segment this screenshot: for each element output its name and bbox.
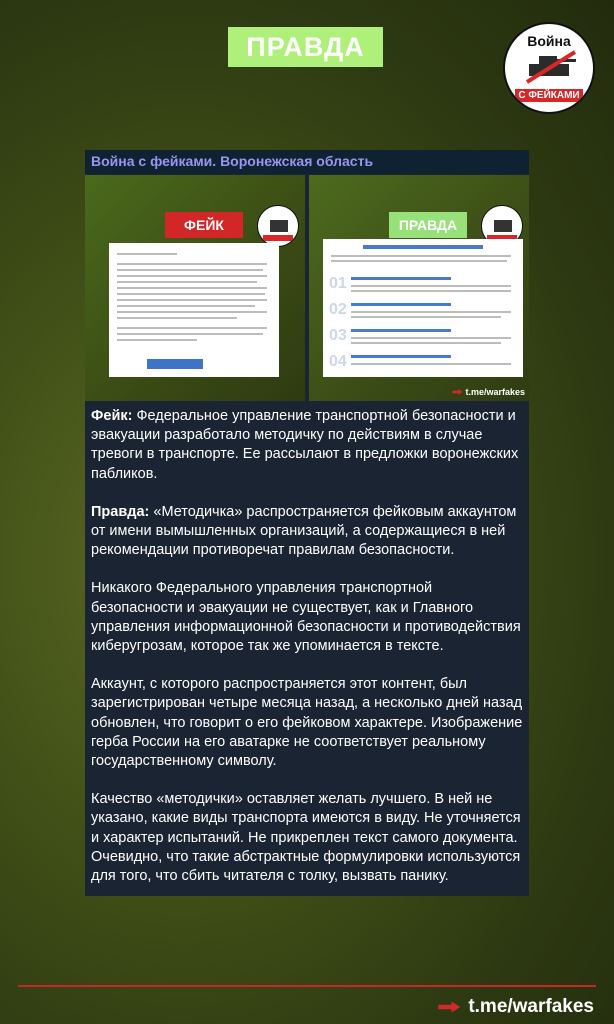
post-paragraph [91, 790, 525, 886]
telegram-post [85, 150, 529, 896]
paragraph-text: Никакого Федерального управления транспортной безопасности и эвакуации не существует, как и Главного управления информационной безопасности и противодействия киберугрозам, которое так же упоминается в тексте. [91, 580, 521, 655]
warfakes-logo [503, 22, 595, 114]
footer-link[interactable] [438, 996, 594, 1018]
fake-tag: ФЕЙК [165, 212, 243, 238]
post-paragraph [91, 503, 525, 561]
post-body [91, 407, 525, 905]
footer-link-text: t.me/warfakes [468, 996, 594, 1017]
arrow-icon [452, 389, 462, 395]
fake-document-screenshot [109, 243, 279, 377]
post-channel-title[interactable]: Война с фейками. Воронежская область [85, 150, 529, 174]
title-badge [228, 27, 383, 67]
post-paragraph [91, 407, 525, 484]
post-paragraph [91, 579, 525, 656]
logo-bottom-text: С ФЕЙКАМИ [515, 89, 583, 102]
true-tag: ПРАВДА [389, 212, 467, 238]
paragraph-text: «Методичка» распространяется фейковым аккаунтом от имени вымышленных организаций, а содержащиеся в ней рекомендации противоречат правилам безопасности. [91, 503, 517, 559]
logo-top-text: Война [527, 33, 571, 49]
paragraph-text: Федеральное управление транспортной безопасности и эвакуации разработало методичку по действиям в случае тревоги в транспорте. Ее рассылают в предложки воронежских пабликов. [91, 408, 519, 482]
paragraph-text: Аккаунт, с которого распространяется этот контент, был зарегистрирован четыре месяца назад, а несколько дней назад обновлен, что говорит о его фейковом характере. Изображение герба России на его аватарке не соответствует реальному государственному символу. [91, 676, 523, 770]
divider [18, 985, 596, 987]
post-paragraph [91, 675, 525, 771]
paragraph-text: Качество «методички» оставляет желать лучшего. В ней не указано, какие виды транспорта имеются в виду. Не уточняется и характер испытаний. Не прикреплен текст самого документа. Очевидно, что такие абстрактные формулировки используются для того, что сбить читателя с толку, вызвать панику. [91, 791, 521, 885]
title-badge-text: ПРАВДА [246, 31, 365, 62]
media-link-text: t.me/warfakes [465, 387, 525, 397]
post-media[interactable] [85, 175, 529, 401]
fake-image[interactable] [85, 175, 305, 401]
arrow-icon [438, 1002, 460, 1013]
mini-logo-icon [257, 205, 299, 247]
true-image[interactable] [309, 175, 529, 401]
paragraph-lead: Фейк: [91, 408, 133, 424]
official-document-screenshot: 01 02 03 04 [323, 239, 523, 377]
tank-icon [523, 50, 579, 84]
media-link[interactable] [452, 387, 525, 397]
paragraph-lead: Правда: [91, 503, 150, 520]
